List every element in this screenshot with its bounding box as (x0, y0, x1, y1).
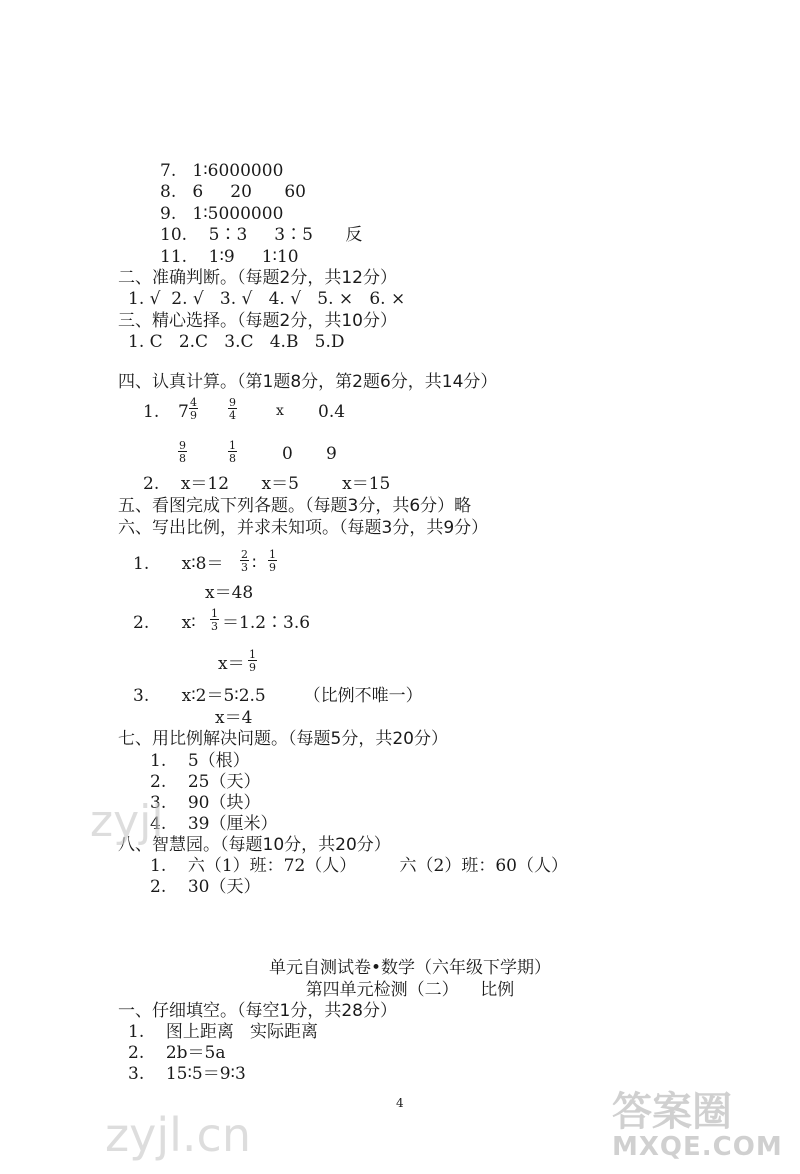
calc-q1-zero: 0 (282, 444, 293, 464)
calc-q1-x: x (276, 403, 284, 419)
fraction-1-9-a: $\frac{1}{9}$ (269, 548, 276, 574)
section-2-title: 二、准确判断。（每题2分，共12分） (118, 268, 397, 288)
proportion-q2-answer: x＝ (218, 654, 245, 674)
answer-line-8: 8. 6 20 60 (160, 182, 306, 202)
word-problem-answer-4: 4. 39（厘米） (150, 814, 278, 834)
proportion-q2-right: ＝1.2∶3.6 (222, 613, 311, 633)
answer-line-9: 9. 1∶5000000 (160, 204, 284, 224)
part-1-title: 一、仔细填空。（每空1分，共28分） (118, 1001, 397, 1021)
proportion-q1-left: 1. x∶8＝ (133, 554, 224, 574)
section-7-title: 七、用比例解决问题。（每题5分，共20分） (118, 729, 448, 749)
word-problem-answer-2: 2. 25（天） (150, 772, 261, 792)
calc-q1-nine: 9 (326, 444, 337, 464)
fraction-9-4: $\frac{9}{4}$ (229, 396, 236, 422)
word-problem-answer-3: 3. 90（块） (150, 793, 261, 813)
calc-q1-decimal: 0.4 (318, 402, 346, 422)
fraction-1-9-b: $\frac{1}{9}$ (249, 648, 256, 674)
section-6-title: 六、写出比例，并求未知项。（每题3分，共9分） (118, 518, 489, 538)
watermark-zyjl-mid: zyjl (90, 796, 164, 847)
unit-title: 第四单元检测（二） 比例 (305, 980, 515, 1000)
page-number: 4 (396, 1096, 404, 1110)
fraction-1-3: $\frac{1}{3}$ (211, 607, 218, 633)
fraction-9-8: $\frac{9}{8}$ (179, 439, 186, 465)
word-problem-answer-1: 1. 5（根） (150, 751, 250, 771)
proportion-q2-left: 2. x∶ (133, 613, 196, 633)
watermark-zyjl-bottom: zyjl.cn (105, 1108, 251, 1162)
fill-answer-3: 3. 15∶5＝9∶3 (128, 1064, 246, 1084)
book-title: 单元自测试卷•数学（六年级下学期） (268, 958, 552, 978)
section-5-title: 五、看图完成下列各题。（每题3分，共6分）略 (118, 496, 472, 516)
proportion-q1-answer: x＝48 (205, 583, 254, 603)
fill-answer-2: 2. 2b＝5a (128, 1043, 226, 1063)
answer-line-10: 10. 5∶3 3∶5 反 (160, 225, 363, 245)
calc-q2-answers: 2. x＝12 x＝5 x＝15 (143, 474, 391, 494)
wisdom-answer-1: 1. 六（1）班：72（人） 六（2）班：60（人） (150, 856, 568, 876)
section-4-title: 四、认真计算。（第1题8分，第2题6分，共14分） (118, 372, 498, 392)
wisdom-answer-2: 2. 30（天） (150, 877, 261, 897)
section-8-title: 八、智慧园。（每题10分，共20分） (118, 835, 391, 855)
fraction-1-8: $\frac{1}{8}$ (229, 439, 236, 465)
section-3-title: 三、精心选择。（每题2分，共10分） (118, 311, 397, 331)
fraction-4-9: $\frac{4}{9}$ (190, 396, 197, 422)
fill-answer-1: 1. 图上距离 实际距离 (128, 1022, 319, 1042)
fraction-2-3: $\frac{2}{3}$ (241, 548, 248, 574)
watermark-mxqe: MXQE.COM (612, 1132, 783, 1162)
answer-line-11: 11. 1∶9 1∶10 (160, 247, 299, 267)
proportion-q3: 3. x∶2＝5∶2.5 （比例不唯一） (133, 686, 423, 706)
watermark-daan: 答案圈 (612, 1089, 732, 1135)
section-3-answers: 1. C 2.C 3.C 4.B 5.D (128, 332, 345, 352)
calc-q1-number: 1. (143, 402, 160, 422)
section-2-answers: 1. √ 2. √ 3. √ 4. √ 5. × 6. × (128, 289, 406, 309)
answer-line-7: 7. 1∶6000000 (160, 161, 284, 181)
proportion-q1-colon: ∶ (252, 554, 257, 574)
proportion-q3-answer: x＝4 (215, 708, 253, 728)
calc-q1-whole: 7 (178, 402, 189, 422)
